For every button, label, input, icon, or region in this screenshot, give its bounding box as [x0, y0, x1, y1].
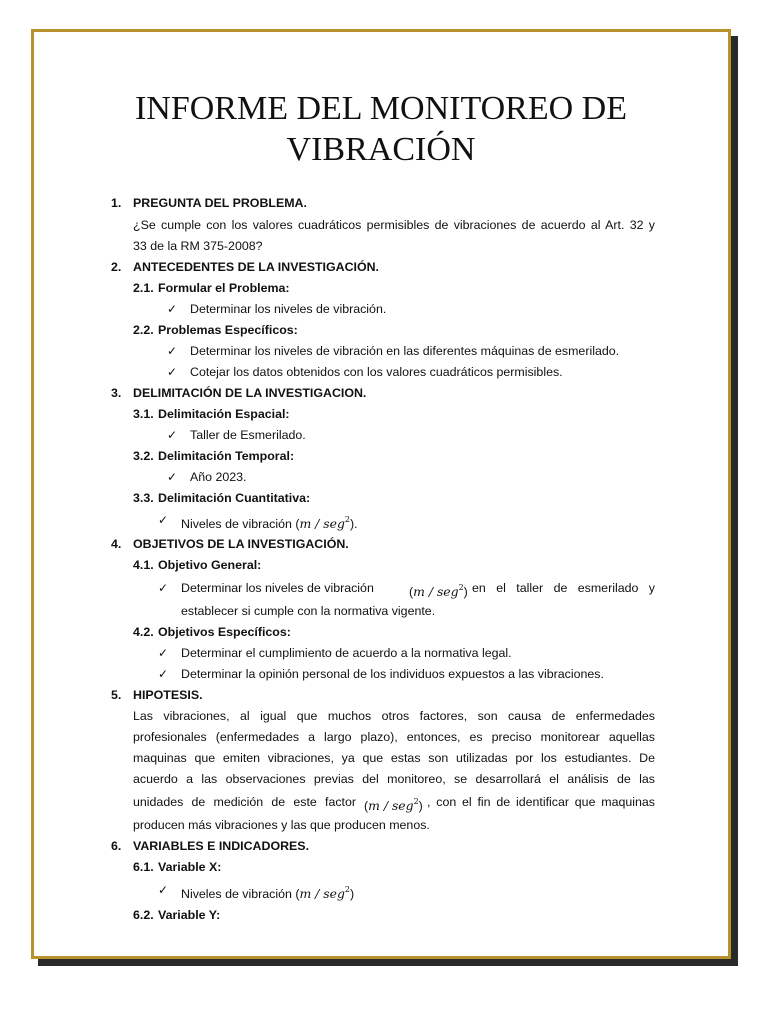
- checkmark-icon: ✓: [158, 581, 169, 595]
- unit-open-paren: (: [364, 799, 369, 813]
- checkmark-icon: ✓: [158, 513, 169, 527]
- list-item: Determinar la opinión personal de los individuos expuestos a las vibraciones.: [181, 667, 604, 681]
- checkmark-icon: ✓: [167, 470, 178, 484]
- section-4-heading: OBJETIVOS DE LA INVESTIGACIÓN.: [133, 537, 349, 551]
- unit-base: m / seg: [299, 516, 345, 531]
- subsection-3-3-heading: Delimitación Cuantitativa:: [158, 491, 311, 505]
- document-title: [34, 88, 728, 170]
- list-item-with-unit: [181, 882, 354, 902]
- unit-base: m / seg: [368, 798, 414, 813]
- section-1-number: 1.: [111, 196, 122, 210]
- section-1-heading: PREGUNTA DEL PROBLEMA.: [133, 196, 307, 210]
- unit-close-paren: ): [463, 585, 468, 599]
- section-4-number: 4.: [111, 537, 122, 551]
- unit-open-paren: (: [295, 887, 300, 901]
- list-item-with-unit: [181, 512, 358, 532]
- list-item: Año 2023.: [190, 470, 247, 484]
- section-3-heading: DELIMITACIÓN DE LA INVESTIGACION.: [133, 386, 367, 400]
- checkmark-icon: ✓: [167, 344, 178, 358]
- unit-open-paren: (: [409, 585, 414, 599]
- section-6-number: 6.: [111, 839, 122, 853]
- list-item-text: en el taller de esmerilado y: [472, 581, 655, 595]
- document-content: [34, 32, 728, 956]
- section-1-text-line-2: 33 de la RM 375-2008?: [133, 239, 263, 253]
- unit-open-paren: (: [295, 517, 300, 531]
- unit-exponent: 2: [344, 515, 350, 524]
- unit-formula: [295, 887, 354, 901]
- section-3-number: 3.: [111, 386, 122, 400]
- section-5-heading: HIPOTESIS.: [133, 688, 203, 702]
- list-item-text: Niveles de vibración: [181, 887, 296, 901]
- list-item-continuation: establecer si cumple con la normativa vigente.: [181, 604, 436, 618]
- hypothesis-line-1: Las vibraciones, al igual que muchos otros factores, son causa de enfermedades: [133, 709, 655, 723]
- list-item: Determinar el cumplimiento de acuerdo a la normativa legal.: [181, 646, 512, 660]
- subsection-6-2-number: 6.2.: [133, 908, 154, 922]
- unit-close-paren: ): [350, 517, 355, 531]
- subsection-3-3-number: 3.3.: [133, 491, 154, 505]
- list-item-text: Niveles de vibración: [181, 517, 296, 531]
- unit-formula: [364, 794, 423, 814]
- unit-formula: [295, 517, 354, 531]
- hypothesis-line-5-end: , con el fin de identificar que maquinas: [427, 795, 655, 809]
- subsection-2-2-number: 2.2.: [133, 323, 154, 337]
- subsection-4-2-heading: Objetivos Específicos:: [158, 625, 291, 639]
- list-item: Determinar los niveles de vibración.: [190, 302, 387, 316]
- list-item: Cotejar los datos obtenidos con los valores cuadráticos permisibles.: [190, 365, 563, 379]
- checkmark-icon: ✓: [158, 667, 169, 681]
- unit-exponent: 2: [344, 885, 350, 894]
- subsection-3-2-heading: Delimitación Temporal:: [158, 449, 295, 463]
- title-line-1: INFORME DEL MONITOREO DE: [134, 90, 628, 127]
- subsection-2-1-heading: Formular el Problema:: [158, 281, 290, 295]
- subsection-2-2-heading: Problemas Específicos:: [158, 323, 298, 337]
- subsection-3-1-number: 3.1.: [133, 407, 154, 421]
- subsection-6-2-heading: Variable Y:: [158, 908, 221, 922]
- unit-close-paren: ): [350, 887, 355, 901]
- hypothesis-line-4: acuerdo a las observaciones previas del monitoreo, se desarrollará el análisis de las: [133, 772, 655, 786]
- list-item-trailing: .: [354, 517, 358, 531]
- subsection-3-1-heading: Delimitación Espacial:: [158, 407, 290, 421]
- section-2-number: 2.: [111, 260, 122, 274]
- subsection-2-1-number: 2.1.: [133, 281, 154, 295]
- subsection-4-1-number: 4.1.: [133, 558, 154, 572]
- hypothesis-line-3: maquinas que emiten vibraciones, ya que estas son utilizadas por los estudiantes. De: [133, 751, 655, 765]
- section-5-number: 5.: [111, 688, 122, 702]
- unit-base: m / seg: [413, 584, 459, 599]
- subsection-4-1-heading: Objetivo General:: [158, 558, 262, 572]
- subsection-3-2-number: 3.2.: [133, 449, 154, 463]
- section-6-heading: VARIABLES E INDICADORES.: [133, 839, 310, 853]
- checkmark-icon: ✓: [167, 428, 178, 442]
- section-2-heading: ANTECEDENTES DE LA INVESTIGACIÓN.: [133, 260, 379, 274]
- checkmark-icon: ✓: [158, 646, 169, 660]
- checkmark-icon: ✓: [167, 302, 178, 316]
- section-1-text-line-1: ¿Se cumple con los valores cuadráticos permisibles de vibraciones de acuerdo al Art. 32 y: [133, 218, 655, 232]
- unit-close-paren: ): [418, 799, 423, 813]
- unit-exponent: 2: [413, 797, 419, 806]
- title-line-2: VIBRACIÓN: [286, 131, 476, 168]
- unit-base: m / seg: [299, 886, 345, 901]
- hypothesis-line-2: profesionales (enfermedades a largo plazo), entonces, es preciso monitorear aquellas: [133, 730, 655, 744]
- subsection-6-1-heading: Variable X:: [158, 860, 222, 874]
- list-item-text: Determinar los niveles de vibración: [181, 581, 374, 595]
- unit-formula: [409, 580, 468, 600]
- checkmark-icon: ✓: [158, 883, 169, 897]
- list-item: Determinar los niveles de vibración en las diferentes máquinas de esmerilado.: [190, 344, 620, 358]
- subsection-4-2-number: 4.2.: [133, 625, 154, 639]
- document-page: [31, 29, 731, 959]
- checkmark-icon: ✓: [167, 365, 178, 379]
- hypothesis-line-6: producen más vibraciones y las que producen menos.: [133, 818, 430, 832]
- list-item: Taller de Esmerilado.: [190, 428, 306, 442]
- unit-exponent: 2: [458, 583, 464, 592]
- subsection-6-1-number: 6.1.: [133, 860, 154, 874]
- hypothesis-line-5-start: unidades de medición de este factor: [133, 795, 356, 809]
